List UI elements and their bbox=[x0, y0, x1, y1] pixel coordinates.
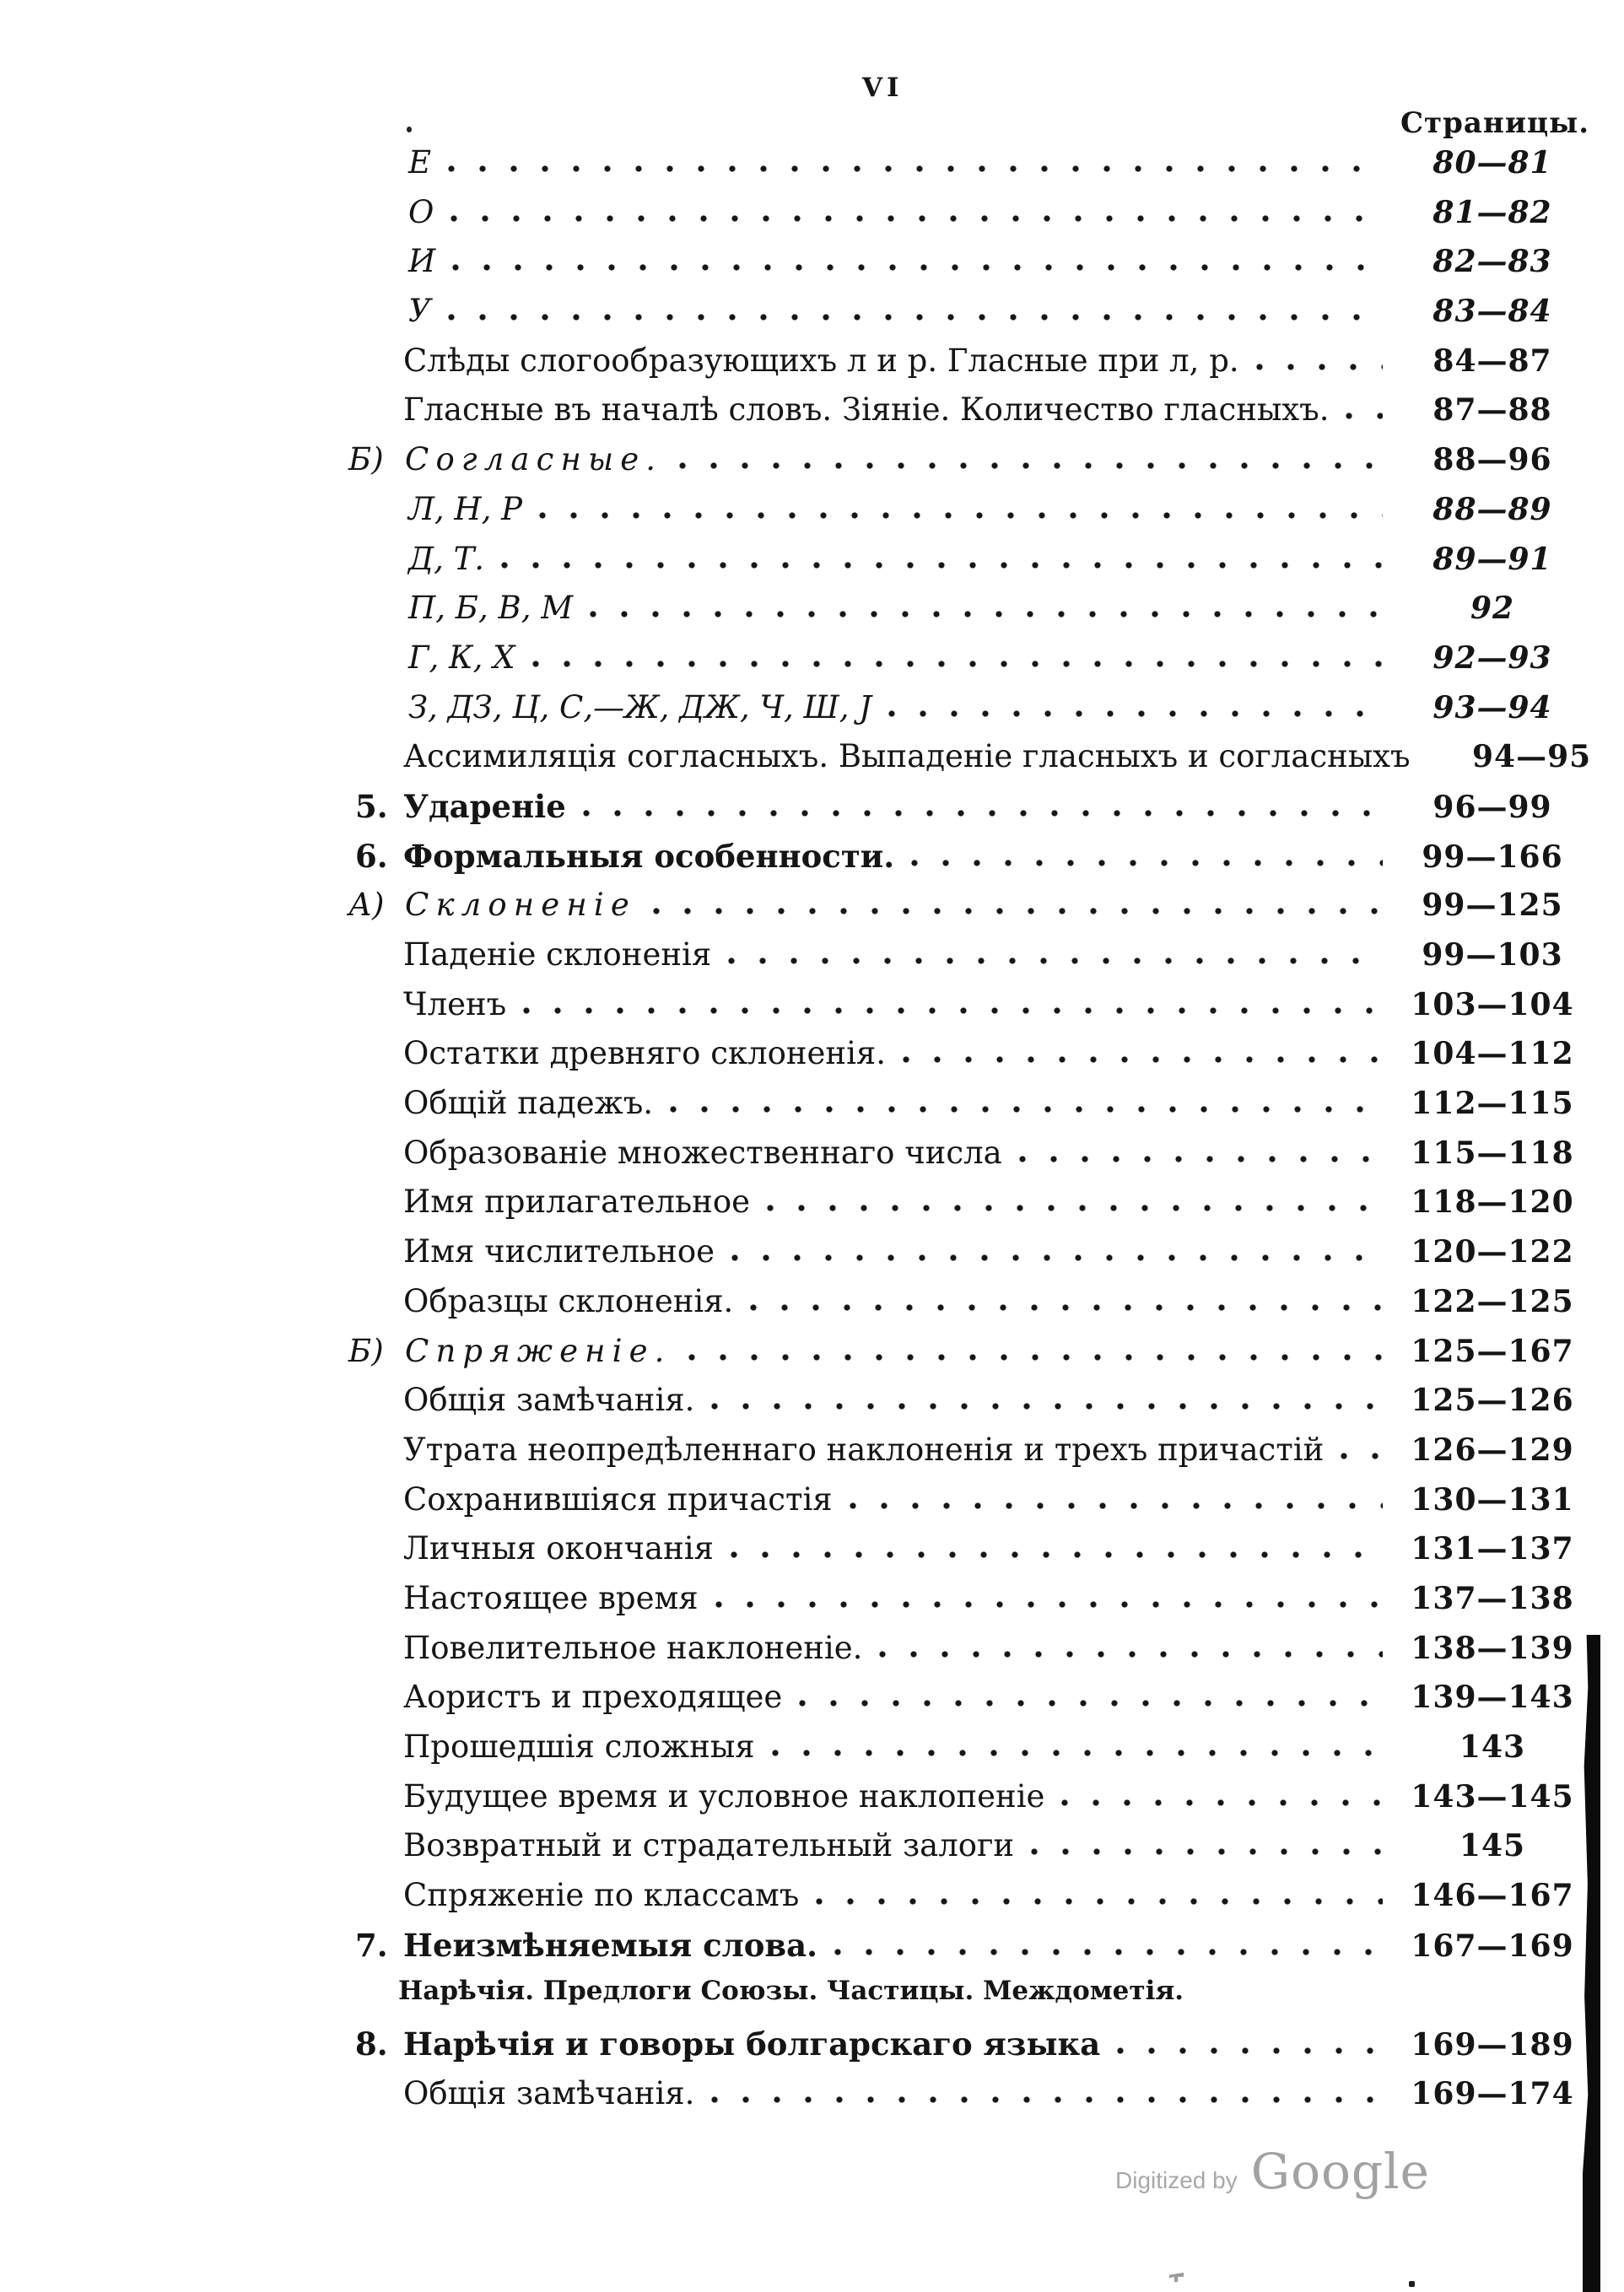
toc-entry bbox=[0, 1679, 1624, 1728]
dot-leader bbox=[443, 293, 1383, 321]
dot-leader bbox=[665, 1085, 1383, 1114]
page-range: 96—99 bbox=[1432, 789, 1552, 825]
dot-leader bbox=[811, 1877, 1383, 1906]
page-range: 138—139 bbox=[1411, 1630, 1574, 1666]
digitized-by-label: Digitized by bbox=[1115, 2167, 1238, 2193]
toc-entry bbox=[0, 491, 1624, 541]
page-range: 92 bbox=[1470, 591, 1515, 627]
toc-entry bbox=[0, 1481, 1624, 1531]
entry-text: Нарѣчія и говоры болгарскаго языка bbox=[403, 2025, 1101, 2063]
page-range: 169—189 bbox=[1411, 2027, 1574, 2063]
toc-entry bbox=[0, 243, 1624, 293]
dot-leader bbox=[1056, 1778, 1383, 1807]
entry-text: Общій падежъ. bbox=[403, 1085, 653, 1122]
toc-entry bbox=[0, 1630, 1624, 1680]
toc-entry bbox=[0, 1827, 1624, 1877]
toc-entry bbox=[0, 1233, 1624, 1283]
entry-prefix: Б) bbox=[348, 441, 384, 478]
page-number-roman: VI bbox=[862, 73, 904, 103]
dot-leader bbox=[648, 887, 1383, 915]
page-range: 87—88 bbox=[1432, 392, 1552, 429]
entry-text: Склоненіе bbox=[405, 887, 636, 924]
entry-text: Повелительное наклоненіе. bbox=[403, 1629, 863, 1666]
dot-leader bbox=[1014, 1135, 1383, 1163]
entry-text: Прошедшія сложныя bbox=[403, 1728, 755, 1766]
page-range: 167—169 bbox=[1411, 1928, 1574, 1964]
entry-text: Согласные. bbox=[405, 441, 663, 478]
toc-list bbox=[0, 144, 1624, 2125]
entry-text: Е bbox=[408, 144, 432, 181]
toc-entry bbox=[0, 1530, 1624, 1580]
toc-entry bbox=[0, 541, 1624, 591]
toc-entry bbox=[0, 738, 1624, 788]
dot-leader bbox=[883, 689, 1383, 718]
toc-entry bbox=[0, 144, 1624, 194]
dot-leader bbox=[1251, 342, 1383, 371]
page-range: 80—81 bbox=[1432, 145, 1552, 181]
entry-text: Ассимиляція согласныхъ. Выпаденіе гласныхъ и согласныхъ bbox=[403, 738, 1411, 775]
page-range: 103—104 bbox=[1411, 986, 1574, 1022]
page-range: 126—129 bbox=[1411, 1432, 1574, 1468]
toc-entry bbox=[0, 293, 1624, 342]
page-range: 94—95 bbox=[1471, 739, 1592, 775]
toc-entry bbox=[0, 1432, 1624, 1481]
entry-text: Гласные въ началѣ словъ. Зіяніе. Количество гласныхъ. bbox=[403, 391, 1330, 429]
dot-leader bbox=[874, 1630, 1383, 1658]
entry-text: Имя числительное bbox=[403, 1233, 715, 1270]
entry-text: Нарѣчія. Предлоги Союзы. Частицы. Междометія. bbox=[398, 1976, 1184, 2007]
entry-text: Личныя окончанія bbox=[403, 1530, 714, 1567]
entry-text: Л, Н, Р bbox=[408, 490, 523, 527]
page-range: 99—103 bbox=[1422, 937, 1563, 973]
toc-entry bbox=[0, 1035, 1624, 1085]
entry-text: Имя прилагательное bbox=[403, 1184, 751, 1221]
dot-leader bbox=[906, 839, 1383, 867]
toc-entry bbox=[0, 639, 1624, 689]
page-range: 83—84 bbox=[1432, 294, 1552, 330]
entry-text: З, ДЗ, Ц, С,—Ж, ДЖ, Ч, Ш, J bbox=[408, 688, 872, 725]
entry-text: Спряженіе по классамъ bbox=[403, 1877, 800, 1914]
entry-text: Удареніе bbox=[403, 787, 566, 825]
pages-column-header: Страницы. bbox=[1400, 106, 1590, 140]
toc-entry bbox=[0, 441, 1624, 491]
page-range: 143—145 bbox=[1411, 1778, 1574, 1815]
toc-entry bbox=[0, 1184, 1624, 1233]
page-range: 81—82 bbox=[1432, 194, 1552, 230]
entry-text: Настоящее время bbox=[403, 1579, 699, 1616]
entry-text: Сохранившіяся причастія bbox=[403, 1480, 833, 1518]
page-range: 99—125 bbox=[1422, 887, 1563, 924]
dot-leader bbox=[1112, 2026, 1383, 2055]
dot-leader bbox=[445, 194, 1383, 223]
toc-entry bbox=[0, 1333, 1624, 1383]
entry-prefix: 5. bbox=[355, 787, 388, 825]
scan-speck bbox=[1409, 2281, 1415, 2287]
page-range: 125—167 bbox=[1411, 1333, 1574, 1369]
entry-text: Неизмѣняемыя слова. bbox=[403, 1926, 817, 1964]
entry-text: Паденіе склоненія bbox=[403, 936, 712, 973]
page-range: 88—89 bbox=[1432, 491, 1552, 527]
page-range: 84—87 bbox=[1432, 342, 1552, 379]
toc-entry bbox=[0, 1976, 1624, 2025]
dot-leader bbox=[683, 1333, 1383, 1362]
page-range: 122—125 bbox=[1411, 1283, 1574, 1319]
dot-leader bbox=[496, 541, 1383, 569]
page-range: 88—96 bbox=[1432, 442, 1552, 478]
entry-text: Возвратный и страдательный залоги bbox=[403, 1827, 1015, 1864]
dot-leader bbox=[1341, 391, 1383, 420]
page-range: 145 bbox=[1459, 1828, 1526, 1864]
toc-entry bbox=[0, 590, 1624, 639]
page-range: 131—137 bbox=[1411, 1531, 1574, 1567]
entry-text: Общія замѣчанія. bbox=[403, 1382, 695, 1419]
google-watermark bbox=[1115, 2143, 1430, 2200]
page-range: 99—166 bbox=[1422, 839, 1563, 875]
page-range: 146—167 bbox=[1411, 1878, 1574, 1914]
toc-entry bbox=[0, 391, 1624, 441]
entry-text: Членъ bbox=[403, 985, 507, 1022]
page-range: 125—126 bbox=[1411, 1383, 1574, 1419]
dot-leader bbox=[723, 936, 1383, 965]
dot-leader bbox=[745, 1283, 1383, 1312]
entry-prefix: Б) bbox=[348, 1332, 384, 1369]
entry-text: Образцы склоненія. bbox=[403, 1282, 734, 1319]
toc-entry bbox=[0, 1283, 1624, 1333]
dot-leader bbox=[726, 1233, 1383, 1262]
dot-leader bbox=[1026, 1827, 1383, 1856]
entry-prefix: 8. bbox=[355, 2025, 388, 2063]
toc-entry bbox=[0, 2025, 1624, 2075]
entry-prefix: А) bbox=[348, 887, 385, 924]
dot-leader bbox=[844, 1481, 1383, 1510]
page-range: 82—83 bbox=[1432, 244, 1552, 280]
dot-leader bbox=[1335, 1432, 1383, 1460]
page-range: 118—120 bbox=[1411, 1184, 1574, 1221]
page-range: 143 bbox=[1459, 1729, 1526, 1766]
toc-entry bbox=[0, 194, 1624, 244]
dot-leader bbox=[518, 986, 1383, 1015]
toc-entry bbox=[0, 2075, 1624, 2125]
page-range: 104—112 bbox=[1411, 1036, 1574, 1072]
dot-leader bbox=[443, 144, 1383, 173]
toc-entry bbox=[0, 887, 1624, 936]
entry-prefix: 6. bbox=[355, 837, 388, 875]
dot-leader bbox=[534, 491, 1383, 520]
dot-leader bbox=[706, 2075, 1383, 2104]
toc-entry bbox=[0, 689, 1624, 739]
entry-text: Общія замѣчанія. bbox=[403, 2074, 695, 2111]
dot-leader bbox=[794, 1679, 1383, 1707]
entry-text: П, Б, В, М bbox=[408, 590, 574, 627]
dot-leader bbox=[762, 1184, 1383, 1212]
entry-text: Формальныя особенности. bbox=[403, 837, 895, 875]
entry-text: Слѣды слогообразующихъ л и р. Гласные при л, р. bbox=[403, 342, 1239, 379]
scan-speck bbox=[407, 127, 412, 132]
page-range: 93—94 bbox=[1432, 689, 1552, 725]
page-range: 137—138 bbox=[1411, 1580, 1574, 1616]
google-logo: Google bbox=[1250, 2143, 1430, 2200]
dot-leader bbox=[898, 1035, 1383, 1064]
toc-entry bbox=[0, 1778, 1624, 1828]
page-range: 115—118 bbox=[1411, 1135, 1574, 1171]
dot-leader bbox=[447, 243, 1383, 272]
toc-entry bbox=[0, 1927, 1624, 1977]
entry-text: Аористъ и преходящее bbox=[403, 1679, 783, 1716]
entry-text: Спряженіе. bbox=[405, 1332, 672, 1369]
entry-text: Остатки древняго склоненія. bbox=[403, 1035, 887, 1072]
toc-entry bbox=[0, 1580, 1624, 1630]
entry-text: У bbox=[408, 293, 431, 330]
entry-text: И bbox=[408, 243, 436, 280]
dot-leader bbox=[527, 639, 1383, 668]
entry-text: Образованіе множественнаго числа bbox=[403, 1134, 1002, 1171]
dot-leader bbox=[710, 1580, 1383, 1609]
dot-leader bbox=[585, 590, 1383, 618]
toc-entry bbox=[0, 1877, 1624, 1927]
entry-text: Г, К, Х bbox=[408, 639, 515, 676]
toc-entry bbox=[0, 1728, 1624, 1778]
entry-text: Будущее время и условное наклопеніе bbox=[403, 1777, 1045, 1815]
page-range: 169—174 bbox=[1411, 2075, 1574, 2111]
page-range: 130—131 bbox=[1411, 1481, 1574, 1518]
dot-leader bbox=[674, 441, 1383, 470]
entry-text: О bbox=[408, 193, 434, 230]
dot-leader bbox=[578, 789, 1383, 817]
entry-prefix: 7. bbox=[355, 1926, 388, 1964]
page-range: 112—115 bbox=[1411, 1086, 1574, 1122]
toc-entry bbox=[0, 986, 1624, 1036]
page-range: 139—143 bbox=[1411, 1680, 1574, 1716]
scan-speck bbox=[1169, 2273, 1184, 2282]
entry-text: Д, Т. bbox=[408, 540, 485, 577]
page-range: 89—91 bbox=[1432, 541, 1552, 577]
toc-entry bbox=[0, 342, 1624, 392]
toc-entry bbox=[0, 838, 1624, 887]
page-range: 92—93 bbox=[1432, 639, 1552, 676]
dot-leader bbox=[829, 1928, 1383, 1956]
toc-entry bbox=[0, 936, 1624, 986]
dot-leader bbox=[706, 1382, 1383, 1410]
dot-leader bbox=[726, 1530, 1383, 1559]
toc-entry bbox=[0, 1135, 1624, 1184]
page-range: 120—122 bbox=[1411, 1234, 1574, 1270]
toc-entry bbox=[0, 788, 1624, 838]
entry-text: Утрата неопредѣленнаго наклоненія и трехъ причастій bbox=[403, 1431, 1325, 1468]
toc-entry bbox=[0, 1382, 1624, 1432]
toc-entry bbox=[0, 1085, 1624, 1135]
dot-leader bbox=[767, 1728, 1383, 1757]
